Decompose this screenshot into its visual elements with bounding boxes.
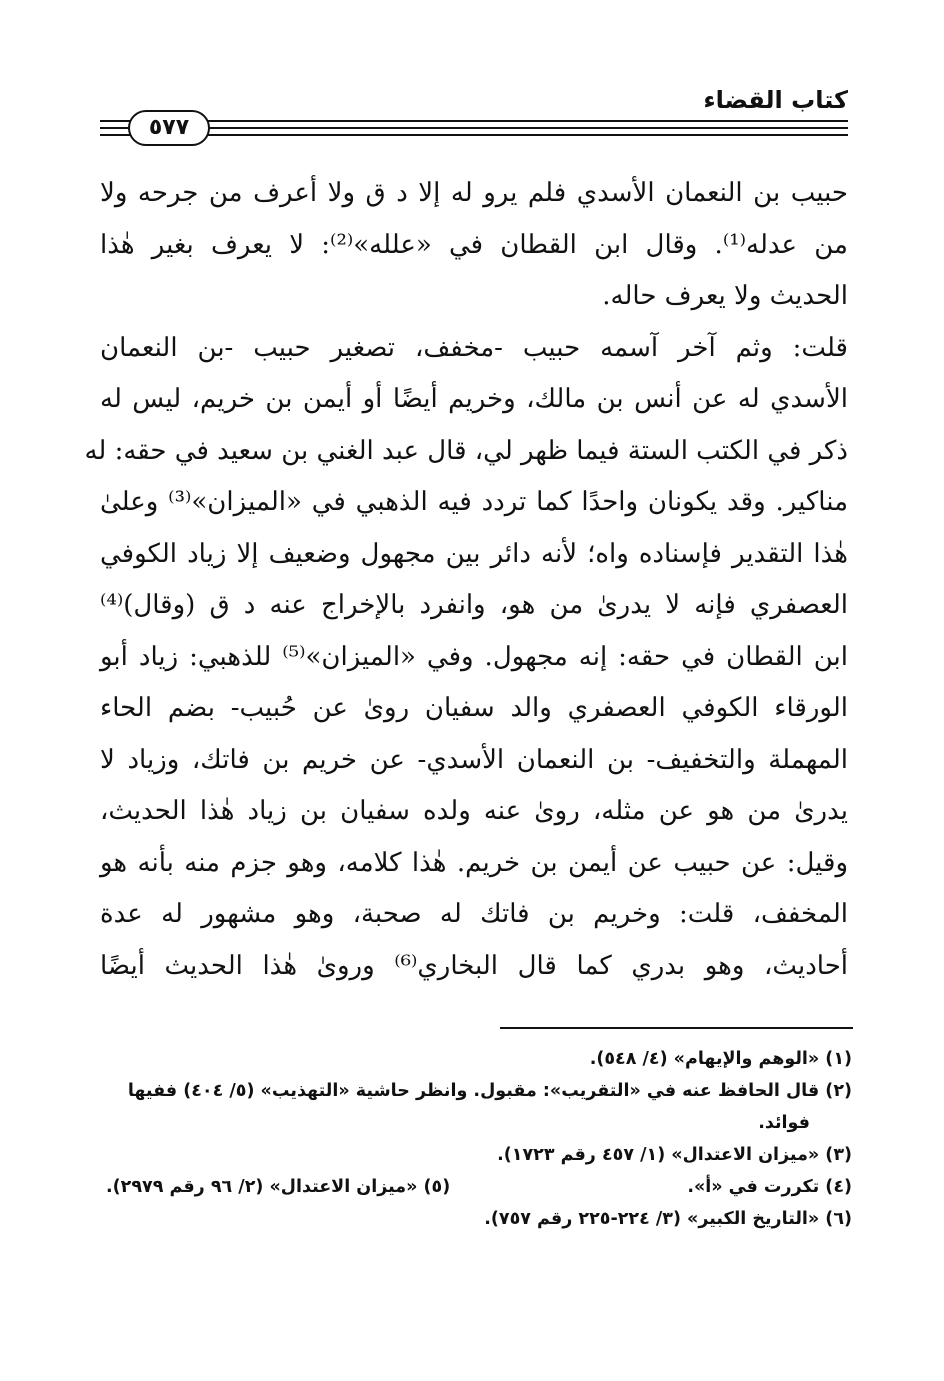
footnote-row-4-5 <box>100 1172 852 1204</box>
body-line: هٰذا التقدير فإسناده واه؛ لأنه دائر بين مجهول وضعيف إلا زياد الكوفي <box>100 538 848 569</box>
footnote-5: (٥) «ميزان الاعتدال» (٢/ ٩٦ رقم ٢٩٧٩). <box>106 1177 451 1197</box>
footnote-2-continuation: فوائد. <box>758 1113 810 1133</box>
footnote-6: (٦) «التاريخ الكبير» (٣/ ٢٢٤-٢٢٥ رقم ٧٥٧). <box>484 1209 852 1229</box>
body-line: مناكير. وقد يكونان واحدًا كما تردد فيه الذهبي في «الميزان»⁽³⁾ وعلىٰ <box>100 487 848 517</box>
body-line: ابن القطان في حقه: إنه مجهول. وفي «الميزان»⁽⁵⁾ للذهبي: زياد أبو <box>100 641 848 672</box>
body-line: ذكر في الكتب الستة فيما ظهر لي، قال عبد الغني بن سعيد في حقه: له <box>84 435 848 466</box>
body-line: يدرىٰ من هو عن مثله، روىٰ عنه ولده سفيان بن زياد هٰذا الحديث، <box>100 796 848 826</box>
footnote-separator <box>500 1027 853 1029</box>
body-line: المخفف، قلت: وخريم بن فاتك له صحبة، وهو مشهور له عدة <box>100 899 848 929</box>
footnote-4: (٤) تكررت في «أ». <box>687 1177 852 1197</box>
body-line: حبيب بن النعمان الأسدي فلم يرو له إلا د ق ولا أعرف من جرحه ولا <box>100 178 848 208</box>
header-rule <box>100 120 848 122</box>
footnote-3: (٣) «ميزان الاعتدال» (١/ ٤٥٧ رقم ١٧٢٣). <box>497 1145 852 1165</box>
running-header-title: كتاب القضاء <box>703 86 848 114</box>
body-line: المهملة والتخفيف- بن النعمان الأسدي- عن خريم بن فاتك، وزياد لا <box>100 744 848 775</box>
body-line: العصفري فإنه لا يدرىٰ من هو، وانفرد بالإخراج عنه د ق (وقال)⁽⁴⁾ <box>100 590 848 620</box>
footnotes <box>100 1044 852 1236</box>
body-line: وقيل: عن حبيب عن أيمن بن خريم. هٰذا كلامه، وهو جزم منه بأنه هو <box>100 847 848 878</box>
body-line: أحاديث، وهو بدري كما قال البخاري⁽⁶⁾ وروىٰ هٰذا الحديث أيضًا <box>100 950 848 981</box>
body-line: الأسدي له عن أنس بن مالك، وخريم أيضًا أو أيمن بن خريم، ليس له <box>100 384 848 414</box>
body-line: الحديث ولا يعرف حاله. <box>602 281 848 311</box>
body-line: الورقاء الكوفي العصفري والد سفيان روىٰ عن حُبيب- بضم الحاء <box>100 693 848 723</box>
footnote-2: (٢) قال الحافظ عنه في «التقريب»: مقبول. وانظر حاشية «التهذيب» (٥/ ٤٠٤) ففيها <box>127 1081 852 1101</box>
body-text <box>84 168 848 992</box>
page-number: ٥٧٧ <box>128 110 210 146</box>
body-line: من عدله⁽¹⁾. وقال ابن القطان في «علله»⁽²⁾: لا يعرف بغير هٰذا <box>100 229 848 260</box>
body-line: قلت: وثم آخر آسمه حبيب -مخفف، تصغير حبيب -بن النعمان <box>100 332 848 363</box>
header-rule <box>100 134 848 136</box>
header-rule <box>100 127 848 129</box>
footnote-1: (١) «الوهم والإيهام» (٤/ ٥٤٨). <box>589 1049 852 1069</box>
